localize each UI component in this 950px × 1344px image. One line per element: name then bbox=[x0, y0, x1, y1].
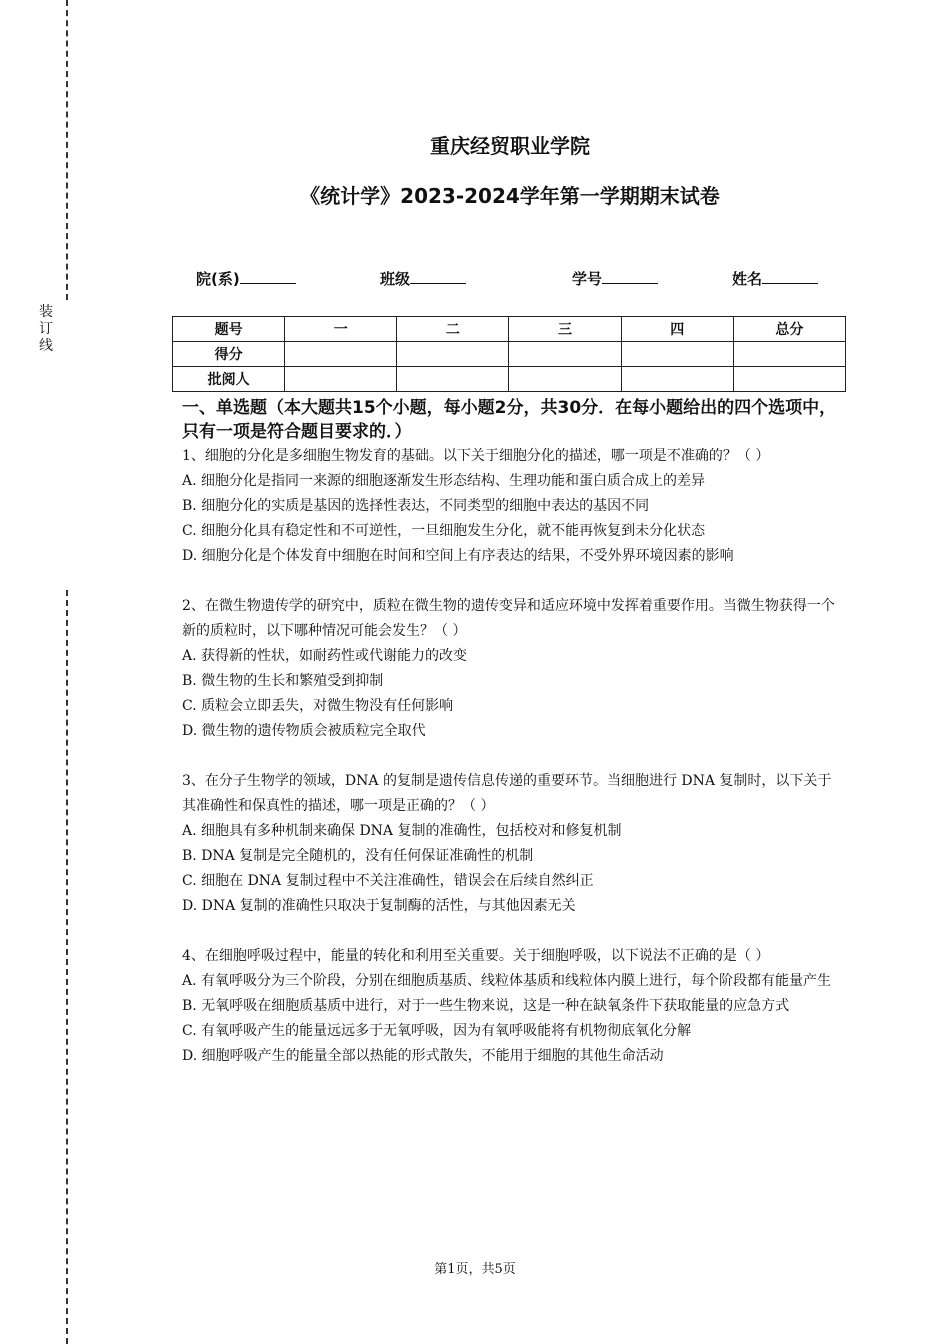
option-d: D. 细胞呼吸产生的能量全部以热能的形式散失，不能用于细胞的其他生命活动 bbox=[182, 1048, 664, 1064]
reviewer-cell[interactable] bbox=[397, 367, 509, 392]
header-cell: 三 bbox=[509, 317, 621, 342]
score-cell[interactable] bbox=[285, 342, 397, 367]
question-stem: 3、在分子生物学的领域，DNA 的复制是遗传信息传递的重要环节。当细胞进行 DNA 复制时，以下关于其准确性和保真性的描述，哪一项是正确的？（ ） bbox=[182, 773, 832, 814]
option-d: D. DNA 复制的准确性只取决于复制酶的活性，与其他因素无关 bbox=[182, 898, 576, 914]
name-blank[interactable] bbox=[762, 269, 818, 284]
score-cell[interactable] bbox=[397, 342, 509, 367]
question-1 bbox=[182, 444, 842, 569]
option-b: B. 微生物的生长和繁殖受到抑制 bbox=[182, 673, 384, 689]
reviewer-row bbox=[173, 367, 846, 392]
option-b: B. DNA 复制是完全随机的，没有任何保证准确性的机制 bbox=[182, 848, 534, 864]
score-cell[interactable] bbox=[621, 342, 733, 367]
question-3 bbox=[182, 769, 842, 919]
section-title: 一、单选题（本大题共15个小题，每小题2分，共30分．在每小题给出的四个选项中，只有一项是符合题目要求的．） bbox=[182, 398, 837, 442]
reviewer-cell[interactable] bbox=[509, 367, 621, 392]
question-stem: 2、在微生物遗传学的研究中，质粒在微生物的遗传变异和适应环境中发挥着重要作用。当微生物获得一个新的质粒时，以下哪种情况可能会发生？（ ） bbox=[182, 598, 835, 639]
binding-line-bottom bbox=[66, 590, 68, 1344]
class-label: 班级 bbox=[380, 270, 411, 288]
class-field[interactable] bbox=[380, 268, 466, 289]
name-field[interactable] bbox=[732, 268, 818, 289]
reviewer-cell[interactable] bbox=[621, 367, 733, 392]
score-row bbox=[173, 342, 846, 367]
option-a: A. 获得新的性状，如耐药性或代谢能力的改变 bbox=[182, 648, 468, 664]
option-b: B. 细胞分化的实质是基因的选择性表达，不同类型的细胞中表达的基因不同 bbox=[182, 498, 650, 514]
score-table bbox=[172, 316, 846, 392]
department-field[interactable] bbox=[196, 268, 296, 289]
header-cell: 二 bbox=[397, 317, 509, 342]
school-name: 重庆经贸职业学院 bbox=[430, 134, 590, 158]
student-id-field[interactable] bbox=[572, 268, 658, 289]
question-stem: 1、细胞的分化是多细胞生物发育的基础。以下关于细胞分化的描述，哪一项是不准确的？（ ） bbox=[182, 448, 770, 464]
option-a: A. 细胞具有多种机制来确保 DNA 复制的准确性，包括校对和修复机制 bbox=[182, 823, 622, 839]
option-d: D. 细胞分化是个体发育中细胞在时间和空间上有序表达的结果，不受外界环境因素的影响 bbox=[182, 548, 734, 564]
option-a: A. 细胞分化是指同一来源的细胞逐渐发生形态结构、生理功能和蛋白质合成上的差异 bbox=[182, 473, 706, 489]
department-blank[interactable] bbox=[240, 269, 296, 284]
score-cell[interactable] bbox=[733, 342, 845, 367]
reviewer-cell[interactable] bbox=[733, 367, 845, 392]
page-number: 第1页，共5页 bbox=[434, 1262, 516, 1277]
student-id-blank[interactable] bbox=[602, 269, 658, 284]
option-c: C. 有氧呼吸产生的能量远远多于无氧呼吸，因为有氧呼吸能将有机物彻底氧化分解 bbox=[182, 1023, 692, 1039]
question-stem: 4、在细胞呼吸过程中，能量的转化和利用至关重要。关于细胞呼吸，以下说法不正确的是（ ） bbox=[182, 948, 770, 964]
score-row-label: 得分 bbox=[173, 342, 285, 367]
reviewer-cell[interactable] bbox=[285, 367, 397, 392]
option-c: C. 细胞在 DNA 复制过程中不关注准确性，错误会在后续自然纠正 bbox=[182, 873, 594, 889]
student-id-label: 学号 bbox=[572, 270, 603, 288]
header-cell: 总分 bbox=[733, 317, 845, 342]
option-d: D. 微生物的遗传物质会被质粒完全取代 bbox=[182, 723, 426, 739]
department-label: 院(系) bbox=[196, 270, 240, 288]
header-cell: 四 bbox=[621, 317, 733, 342]
header-cell: 一 bbox=[285, 317, 397, 342]
question-4 bbox=[182, 944, 842, 1069]
binding-label: 装 订 线 bbox=[39, 304, 53, 354]
option-c: C. 质粒会立即丢失，对微生物没有任何影响 bbox=[182, 698, 454, 714]
exam-title: 《统计学》2023-2024学年第一学期期末试卷 bbox=[300, 184, 720, 208]
option-b: B. 无氧呼吸在细胞质基质中进行，对于一些生物来说，这是一种在缺氧条件下获取能量的应急方式 bbox=[182, 998, 790, 1014]
option-c: C. 细胞分化具有稳定性和不可逆性，一旦细胞发生分化，就不能再恢复到未分化状态 bbox=[182, 523, 706, 539]
reviewer-row-label: 批阅人 bbox=[173, 367, 285, 392]
option-a: A. 有氧呼吸分为三个阶段，分别在细胞质基质、线粒体基质和线粒体内膜上进行，每个阶段都有能量产生 bbox=[182, 973, 832, 989]
binding-line-top bbox=[66, 0, 68, 300]
score-cell[interactable] bbox=[509, 342, 621, 367]
name-label: 姓名 bbox=[732, 270, 763, 288]
question-2 bbox=[182, 594, 842, 744]
questions bbox=[182, 444, 842, 1069]
header-cell: 题号 bbox=[173, 317, 285, 342]
class-blank[interactable] bbox=[410, 269, 466, 284]
score-table-header-row bbox=[173, 317, 846, 342]
